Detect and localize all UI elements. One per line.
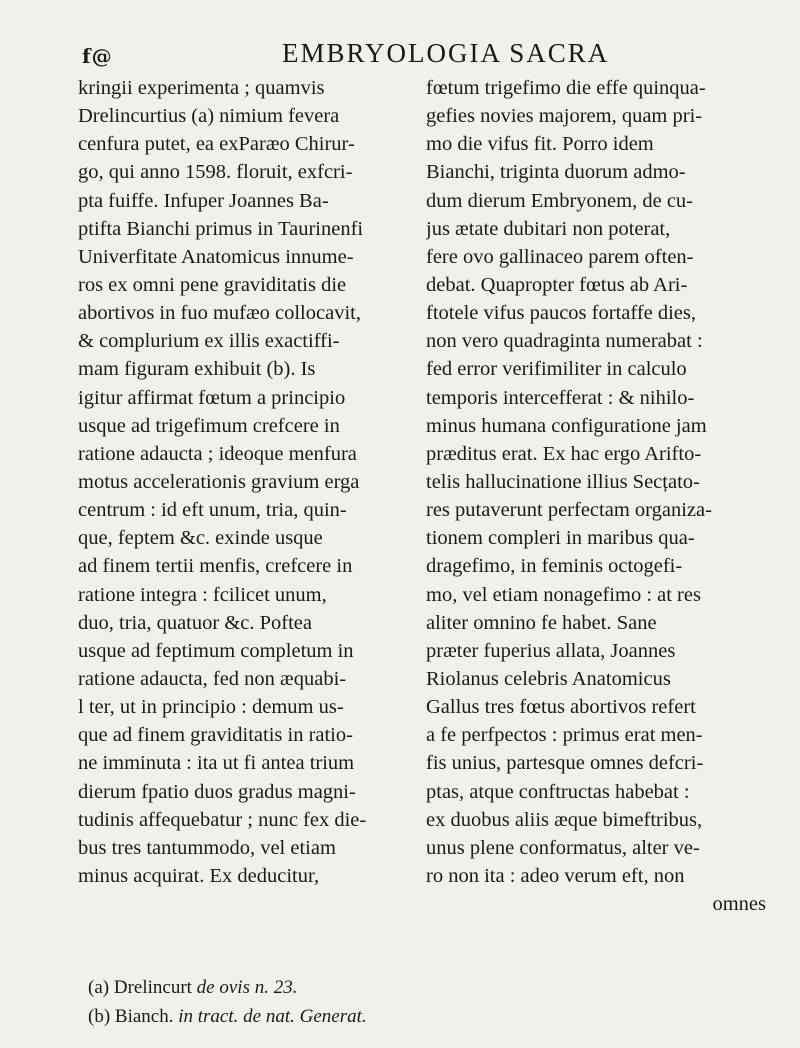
text-line: abortivos in fuo mufæo collocavit, [78, 302, 361, 325]
text-line: tudinis affequebatur ; nunc fex die- [78, 808, 367, 831]
text-line: jus ætate dubitari non poterat, [426, 217, 671, 240]
text-line: kringii experimenta ; quamvis [78, 77, 325, 99]
text-line: dum dierum Embryonem, de cu- [426, 189, 694, 212]
text-line: temporis intercefferat : & nihilo- [426, 386, 695, 409]
text-line: Univerfitate Anatomicus innume- [78, 245, 354, 268]
text-line: Drelincurtius (a) nimium fevera [78, 105, 340, 128]
text-line: mam figuram exhibuit (b). Is [78, 358, 316, 381]
text-line: ptas, atque conftructas habebat : [426, 780, 690, 803]
text-line: l ter, ut in principio : demum us- [78, 696, 344, 719]
text-line: motus accelerationis gravium erga [78, 470, 360, 493]
text-line: ad finem tertii menfis, crefcere in [78, 555, 353, 578]
footnote-author: Bianch. [114, 1006, 179, 1027]
text-line: ftotele vifus paucos fortaffe dies, [426, 302, 697, 325]
footnotes [88, 973, 367, 1031]
right-column [426, 74, 766, 918]
text-line: unus plene conformatus, alter ve- [426, 836, 700, 859]
footnote-mark: (b) [88, 1006, 115, 1027]
text-line: que ad finem graviditatis in ratio- [78, 724, 353, 747]
text-line: mo, vel etiam nonagefimo : at res [426, 583, 701, 606]
text-line: tionem compleri in maribus qua- [426, 527, 695, 550]
text-line: Riolanus celebris Anatomicus [426, 667, 671, 690]
text-line: igitur affirmat fœtum a principio [78, 386, 346, 409]
text-line: gefies novies majorem, quam pri- [426, 105, 703, 128]
text-line: præter fuperius allata, Joannes [426, 639, 676, 662]
text-line: mo die vifus fit. Porro idem [426, 133, 654, 156]
text-line: go, qui anno 1598. floruit, exfcri- [78, 161, 353, 184]
text-line: ne imminuta : ita ut fi antea trium [78, 752, 355, 775]
text-line: que, feptem &c. exinde usque [78, 527, 323, 550]
footnote-title: de ovis n. 23. [196, 977, 298, 998]
text-line: cenfura putet, ea exParæo Chirur- [78, 133, 355, 156]
page-number: f@ [82, 44, 113, 68]
text-line: ro non ita : adeo verum eft, non [426, 864, 685, 887]
text-line: fis unius, partesque omnes defcri- [426, 752, 704, 775]
footnote [88, 973, 367, 1002]
text-line: ratione adaucta, fed non æquabi- [78, 667, 347, 690]
footnote-author: Drelincurt [113, 977, 197, 998]
text-line: Bianchi, triginta duorum admo- [426, 161, 686, 184]
text-line: non vero quadraginta numerabat : [426, 330, 703, 353]
text-line: aliter omnino fe habet. Sane [426, 611, 657, 634]
text-line: minus acquirat. Ex deducitur, [78, 864, 320, 887]
footnote-title: in tract. de nat. Generat. [178, 1006, 367, 1027]
text-line: res putaverunt perfectam organiza- [426, 499, 712, 522]
text-line: ratione integra : fcilicet unum, [78, 583, 327, 606]
text-line: debat. Quapropter fœtus ab Ari- [426, 273, 688, 296]
text-line: ex duobus aliis æque bimeftribus, [426, 808, 703, 831]
text-line: fœtum trigefimo die effe quinqua- [426, 77, 706, 99]
running-head: EMBRYOLOGIA SACRA [282, 38, 610, 68]
text-line: ratione adaucta ; ideoque menfura [78, 442, 357, 465]
text-line: minus humana configuratione jam [426, 414, 707, 437]
text-line: dragefimo, in feminis octogefi- [426, 555, 683, 578]
footnote [88, 1002, 367, 1031]
text-line: centrum : id eft unum, tria, quin- [78, 499, 347, 522]
footnote-mark: (a) [88, 977, 114, 998]
text-line: bus tres tantummodo, vel etiam [78, 836, 336, 859]
text-line: fed error verifimiliter in calculo [426, 358, 687, 381]
text-line: præditus erat. Ex hac ergo Arifto- [426, 442, 702, 465]
text-line: ptifta Bianchi primus in Taurinenfi [78, 217, 364, 240]
text-line: omnes [712, 893, 766, 916]
text-line: & complurium ex illis exactiffi- [78, 330, 340, 353]
text-line: a fe perfpectos : primus erat men- [426, 724, 703, 747]
text-line: dierum fpatio duos gradus magni- [78, 780, 356, 803]
text-line: usque ad feptimum completum in [78, 639, 354, 662]
left-column [78, 74, 406, 890]
text-line: Gallus tres fœtus abortivos refert [426, 696, 696, 719]
text-line: usque ad trigefimum crefcere in [78, 414, 340, 437]
text-line: telis hallucinatione illius Secțato- [426, 470, 700, 493]
text-line: fere ovo gallinaceo parem often- [426, 245, 694, 268]
text-line: ros ex omni pene graviditatis die [78, 273, 347, 296]
text-line: pta fuiffe. Infuper Joannes Ba- [78, 189, 329, 212]
text-line: duo, tria, quatuor &c. Poftea [78, 611, 312, 634]
